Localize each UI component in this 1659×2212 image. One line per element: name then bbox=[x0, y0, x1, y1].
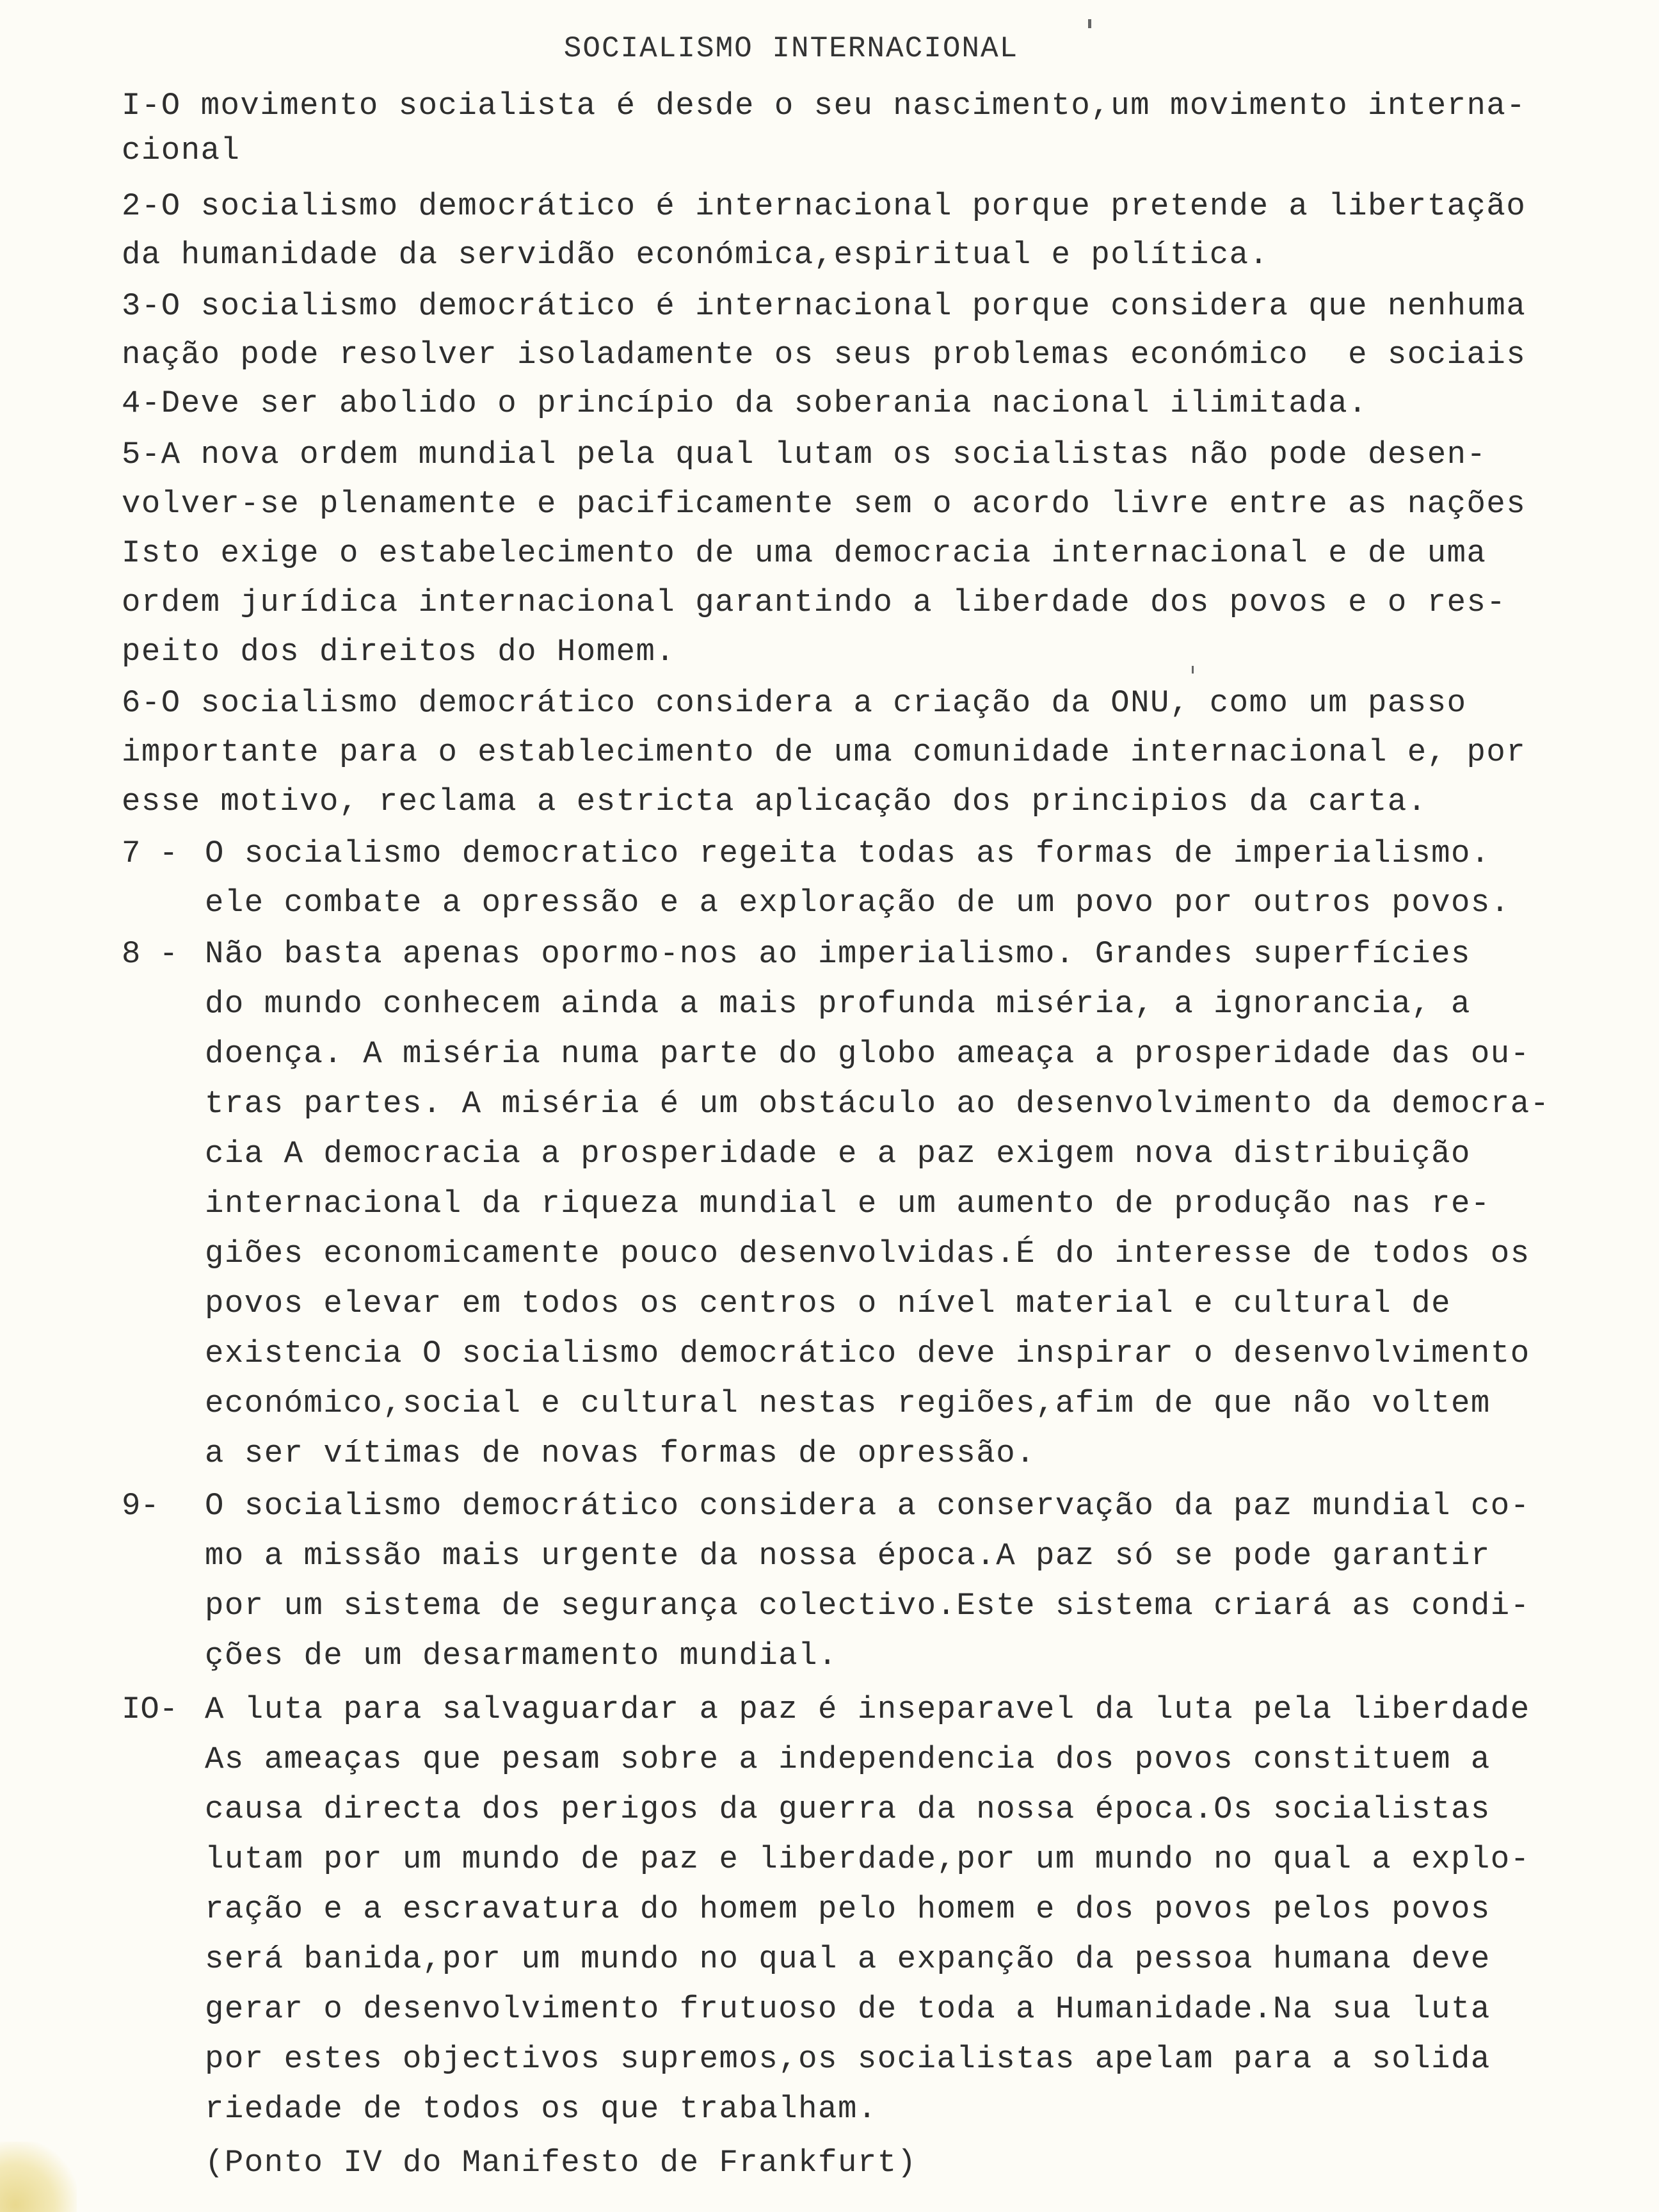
paper-speck bbox=[1088, 19, 1091, 28]
text-line: existencia O socialismo democrático deve inspirar o desenvolvimento bbox=[205, 1336, 1530, 1371]
text-line: lutam por um mundo de paz e liberdade,por um mundo no qual a explo- bbox=[205, 1841, 1530, 1877]
item-number: 9- bbox=[122, 1488, 159, 1524]
document-title bbox=[0, 32, 1659, 65]
text-line: cional bbox=[122, 133, 241, 168]
text-line: doença. A miséria numa parte do globo ameaça a prosperidade das ou- bbox=[205, 1036, 1530, 1072]
text-line: As ameaças que pesam sobre a independencia dos povos constituem a bbox=[205, 1741, 1491, 1777]
item-number: IO- bbox=[122, 1691, 179, 1727]
text-line: povos elevar em todos os centros o nível material e cultural de bbox=[205, 1286, 1452, 1321]
text-line: a ser vítimas de novas formas de opressão. bbox=[205, 1435, 1036, 1471]
text-line: causa directa dos perigos da guerra da nossa época.Os socialistas bbox=[205, 1791, 1491, 1827]
text-line: O socialismo democratico regeita todas as formas de imperialismo. bbox=[205, 836, 1491, 871]
text-line: Isto exige o estabelecimento de uma democracia internacional e de uma bbox=[122, 535, 1487, 571]
text-line: da humanidade da servidão económica,espiritual e política. bbox=[122, 237, 1269, 273]
text-line: por um sistema de segurança colectivo.Este sistema criará as condi- bbox=[205, 1588, 1530, 1624]
text-line: importante para o establecimento de uma comunidade internacional e, por bbox=[122, 734, 1527, 770]
text-line: 4-Deve ser abolido o princípio da soberania nacional ilimitada. bbox=[122, 385, 1368, 421]
text-line: ções de um desarmamento mundial. bbox=[205, 1638, 838, 1674]
source-citation: (Ponto IV do Manifesto de Frankfurt) bbox=[205, 2145, 917, 2181]
text-line: volver-se plenamente e pacificamente sem o acordo livre entre as nações bbox=[122, 486, 1527, 522]
text-line: riedade de todos os que trabalham. bbox=[205, 2091, 878, 2127]
text-line: 5-A nova ordem mundial pela qual lutam os socialistas não pode desen- bbox=[122, 437, 1487, 472]
text-line: internacional da riqueza mundial e um aumento de produção nas re- bbox=[205, 1186, 1491, 1222]
text-line: Não basta apenas opormo-nos ao imperialismo. Grandes superfícies bbox=[205, 936, 1471, 972]
paper-speck bbox=[1192, 666, 1194, 674]
text-line: gerar o desenvolvimento frutuoso de toda a Humanidade.Na sua luta bbox=[205, 1991, 1491, 2027]
text-line: ordem jurídica internacional garantindo a liberdade dos povos e o res- bbox=[122, 585, 1507, 620]
item-number: 7 - bbox=[122, 836, 179, 871]
text-line: A luta para salvaguardar a paz é inseparavel da luta pela liberdade bbox=[205, 1691, 1530, 1727]
text-line: económico,social e cultural nestas regiões,afim de que não voltem bbox=[205, 1385, 1491, 1421]
text-line: mo a missão mais urgente da nossa época.A paz só se pode garantir bbox=[205, 1538, 1491, 1574]
document-title-text: SOCIALISMO INTERNACIONAL bbox=[563, 32, 1019, 65]
text-line: nação pode resolver isoladamente os seus problemas económico e sociais bbox=[122, 337, 1527, 373]
text-line: será banida,por um mundo no qual a expanção da pessoa humana deve bbox=[205, 1941, 1491, 1977]
text-line: giões economicamente pouco desenvolvidas.É do interesse de todos os bbox=[205, 1236, 1530, 1271]
paper-stain bbox=[0, 2142, 77, 2212]
text-line: por estes objectivos supremos,os socialistas apelam para a solida bbox=[205, 2041, 1491, 2077]
text-line: ração e a escravatura do homem pelo homem e dos povos pelos povos bbox=[205, 1891, 1491, 1927]
text-line: 2-O socialismo democrático é internacional porque pretende a libertação bbox=[122, 188, 1527, 224]
text-line: 3-O socialismo democrático é internacional porque considera que nenhuma bbox=[122, 288, 1527, 324]
text-line: I-O movimento socialista é desde o seu nascimento,um movimento interna- bbox=[122, 88, 1527, 124]
item-number: 8 - bbox=[122, 936, 179, 972]
text-line: 6-O socialismo democrático considera a criação da ONU, como um passo bbox=[122, 685, 1467, 721]
text-line: ele combate a opressão e a exploração de um povo por outros povos. bbox=[205, 885, 1511, 921]
text-line: peito dos direitos do Homem. bbox=[122, 634, 676, 670]
text-line: esse motivo, reclama a estricta aplicação dos principios da carta. bbox=[122, 784, 1427, 819]
text-line: cia A democracia a prosperidade e a paz exigem nova distribuição bbox=[205, 1136, 1471, 1172]
text-line: O socialismo democrático considera a conservação da paz mundial co- bbox=[205, 1488, 1530, 1524]
text-line: do mundo conhecem ainda a mais profunda miséria, a ignorancia, a bbox=[205, 986, 1471, 1022]
text-line: tras partes. A miséria é um obstáculo ao desenvolvimento da democra- bbox=[205, 1086, 1550, 1122]
